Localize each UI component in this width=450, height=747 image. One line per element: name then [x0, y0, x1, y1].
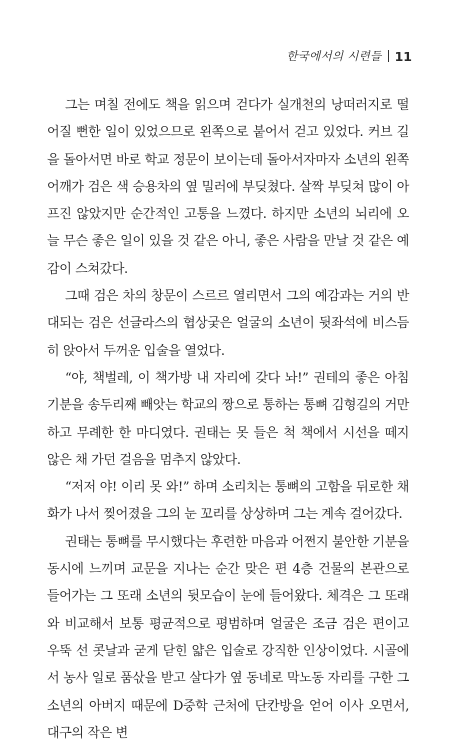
- body-text: [47, 92, 409, 747]
- header-divider: [388, 50, 389, 62]
- running-header: [286, 48, 412, 64]
- running-title: 한국에서의 시련들: [286, 49, 382, 63]
- paragraph: 그때 검은 차의 창문이 스르르 열리면서 그의 예감과는 거의 반대되는 검은 선글라스의 협상궂은 얼굴의 소년이 뒷좌석에 비스듬히 앉아서 두꺼운 입술을 열었다.: [47, 289, 409, 359]
- paragraph: “야, 책벌레, 이 책가방 내 자리에 갖다 놔!” 권테의 좋은 아침 기분을 송두리째 빼앗는 학교의 짱으로 통하는 통뼈 김형길의 거만하고 무례한 한 마디였다. 권태는 못 들은 척 책에서 시선을 떼지 않은 채 가던 걸음을 멈추지 않았다.: [47, 370, 409, 468]
- page-number: 11: [394, 48, 412, 64]
- paragraph: “저저 야! 이리 못 와!” 하며 소리치는 통뼈의 고함을 뒤로한 채 화가 나서 찢어졌을 그의 눈 꼬리를 상상하며 그는 계속 걸어갔다.: [47, 480, 409, 523]
- paragraph: 그는 며칠 전에도 책을 읽으며 걷다가 실개천의 낭떠러지로 떨어질 뻔한 일이 있었으므로 왼쪽으로 붙어서 걷고 있었다. 커브 길을 돌아서면 바로 학교 정문이 보이는데 돌아서자마자 소년의 왼쪽어깨가 검은 색 승용차의 옆 밀러에 부딪쳤다. 살짝 부딪쳐 많이 아프진 않았지만 순간적인 고통을 느꼈다. 하지만 소년의 뇌리에 오늘 무슨 좋은 일이 있을 것 같은 아니, 좋은 사람을 만날 것 같은 예감이 스쳐갔다.: [47, 98, 409, 277]
- paragraph: 권태는 통뼈를 무시했다는 후련한 마음과 어쩐지 불안한 기분을 동시에 느끼며 교문을 지나는 순간 맞은 편 4층 건물의 본관으로 들어가는 그 또래 소년의 뒷모습이 눈에 들어왔다. 체격은 그 또래와 비교해서 보통 평균적으로 평범하며 얼굴은 조금 검은 편이고 우뚝 선 콧날과 굳게 닫힌 얇은 입술로 강직한 인상이었다. 시골에서 농사 일로 품삯을 받고 살다가 옆 동네로 막노동 자리를 구한 그 소년의 아버지 때문에 D중학 근처에 단칸방을 얻어 이사 오면서, 대구의 작은 변: [47, 534, 409, 741]
